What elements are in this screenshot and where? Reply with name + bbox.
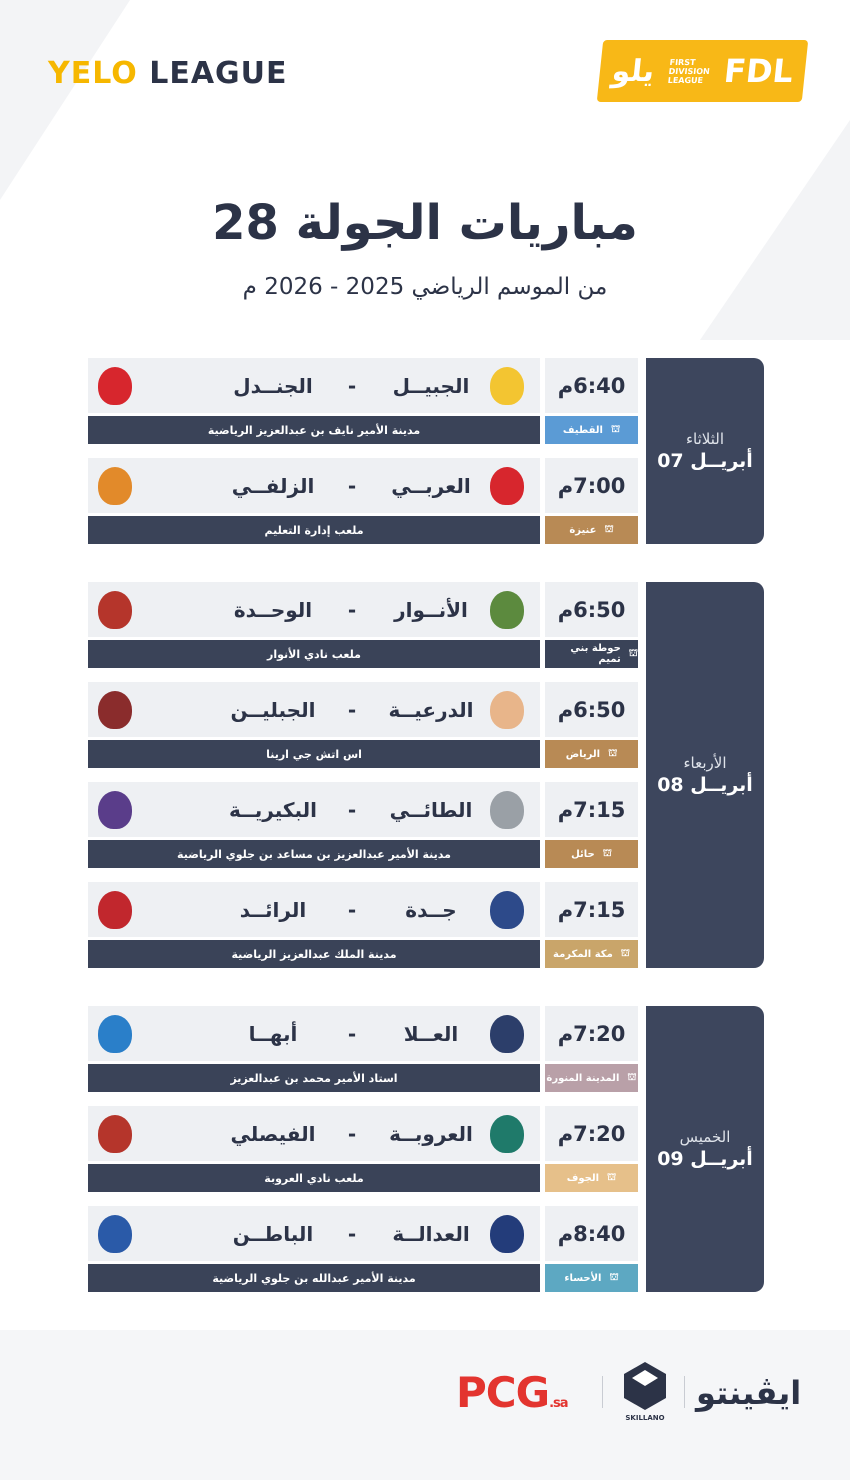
kickoff-time: 7:20م: [545, 1106, 638, 1161]
away-team-name: الجنــدل: [233, 373, 313, 398]
city-name: الجوف: [566, 1172, 600, 1184]
away-team-logo-icon: [98, 1115, 132, 1153]
match-row[interactable]: [88, 358, 638, 444]
day-date: 08 أبريــل: [657, 774, 753, 796]
home-team-name: الجبيــل: [392, 373, 470, 398]
city-name: الأحساء: [564, 1272, 602, 1284]
away-team-logo-icon: [98, 367, 132, 405]
venue-name: ملعب إدارة التعليم: [88, 516, 540, 544]
home-team-name: الطائــي: [389, 797, 473, 822]
stadium-icon: ⛫: [608, 747, 618, 759]
teams-bar: [88, 582, 540, 637]
kickoff-time: 7:00م: [545, 458, 638, 513]
city-badge: [545, 1264, 638, 1292]
kickoff-time: 7:15م: [545, 882, 638, 937]
pcg-logo: PCG.sa: [456, 1368, 568, 1417]
match-row[interactable]: [88, 782, 638, 868]
home-team-name: العدالــة: [392, 1221, 470, 1246]
match-row[interactable]: [88, 458, 638, 544]
teams-bar: [88, 458, 540, 513]
versus-dash: -: [347, 797, 357, 822]
home-team-name: الدرعيــة: [388, 697, 474, 722]
stadium-icon: ⛫: [604, 523, 614, 535]
header: [0, 0, 850, 150]
away-team-name: الجبليــن: [230, 697, 316, 722]
match-row[interactable]: [88, 682, 638, 768]
venue-name: مدينة الأمير نايف بن عبدالعزيز الرياضية: [88, 416, 540, 444]
away-team-logo-icon: [98, 691, 132, 729]
away-team-logo-icon: [98, 591, 132, 629]
city-badge: [545, 516, 638, 544]
home-team-name: جــدة: [405, 897, 457, 922]
teams-bar: [88, 782, 540, 837]
kickoff-time: 8:40م: [545, 1206, 638, 1261]
stadium-icon: ⛫: [620, 947, 630, 959]
match-row[interactable]: [88, 882, 638, 968]
sponsors-bar: [0, 1360, 850, 1430]
home-team-logo-icon: [490, 1215, 524, 1253]
away-team-name: الفيصلي: [230, 1121, 316, 1146]
match-row[interactable]: [88, 1006, 638, 1092]
city-badge: [545, 940, 638, 968]
away-team-name: الرائــد: [239, 897, 307, 922]
city-name: المدينة المنورة: [546, 1072, 620, 1084]
venue-name: مدينة الملك عبدالعزيز الرياضية: [88, 940, 540, 968]
divider: [602, 1376, 603, 1408]
home-team-logo-icon: [490, 367, 524, 405]
stadium-icon: ⛫: [627, 1071, 637, 1083]
away-team-logo-icon: [98, 1215, 132, 1253]
away-team-logo-icon: [98, 891, 132, 929]
badge-code: FDL: [722, 52, 795, 90]
kickoff-time: 7:20م: [545, 1006, 638, 1061]
versus-dash: -: [347, 597, 357, 622]
city-name: الرياض: [565, 748, 601, 760]
city-name: حوطة بني تميم: [570, 643, 621, 665]
day-name: الخميس: [679, 1128, 731, 1146]
svg-text:SKILLANO: SKILLANO: [625, 1414, 665, 1422]
day-name: الأربعاء: [683, 754, 727, 772]
venue-name: مدينة الأمير عبدالله بن جلوي الرياضية: [88, 1264, 540, 1292]
city-badge: [545, 1064, 638, 1092]
home-team-name: العــلا: [403, 1021, 459, 1046]
teams-bar: [88, 882, 540, 937]
away-team-name: الباطــن: [232, 1221, 314, 1246]
home-team-name: العربــي: [391, 473, 471, 498]
city-badge: [545, 840, 638, 868]
versus-dash: -: [347, 373, 357, 398]
day-label: [646, 582, 764, 968]
versus-dash: -: [347, 897, 357, 922]
home-team-name: الأنــوار: [394, 597, 468, 622]
skillano-logo-icon: [620, 1360, 670, 1422]
versus-dash: -: [347, 697, 357, 722]
yelo-league-logo: YELO LEAGUE: [48, 56, 288, 91]
day-date: 07 أبريــل: [657, 450, 753, 472]
badge-arabic: يلو: [610, 53, 657, 89]
home-team-name: العروبــة: [389, 1121, 473, 1146]
venue-name: مدينة الأمير عبدالعزيز بن مساعد بن جلوي الرياضية: [88, 840, 540, 868]
day-label: [646, 1006, 764, 1292]
city-name: القطيف: [562, 424, 603, 436]
match-row[interactable]: [88, 1206, 638, 1292]
away-team-name: البكيريــة: [228, 797, 318, 822]
city-badge: [545, 416, 638, 444]
away-team-logo-icon: [98, 467, 132, 505]
venue-name: استاد الأمير محمد بن عبدالعزيز: [88, 1064, 540, 1092]
day-label: [646, 358, 764, 544]
page-title: مباريات الجولة 28: [212, 195, 638, 251]
away-team-name: أبهــا: [248, 1021, 298, 1046]
stadium-icon: ⛫: [607, 1171, 617, 1183]
versus-dash: -: [347, 1021, 357, 1046]
city-name: حائل: [571, 848, 595, 860]
day-block: [88, 1006, 764, 1292]
stadium-icon: ⛫: [610, 423, 621, 435]
city-name: عنيزة: [569, 524, 597, 536]
home-team-logo-icon: [490, 467, 524, 505]
venue-name: اس اتش جي ارينا: [88, 740, 540, 768]
city-badge: [545, 640, 638, 668]
match-row[interactable]: [88, 1106, 638, 1192]
fdl-badge-logo: [597, 40, 809, 102]
versus-dash: -: [347, 1221, 357, 1246]
versus-dash: -: [347, 1121, 357, 1146]
teams-bar: [88, 1006, 540, 1061]
teams-bar: [88, 1206, 540, 1261]
day-name: الثلاثاء: [685, 430, 724, 448]
stadium-icon: ⛫: [628, 647, 638, 659]
home-team-logo-icon: [490, 691, 524, 729]
day-date: 09 أبريــل: [657, 1148, 753, 1170]
kickoff-time: 6:50م: [545, 582, 638, 637]
evento-logo: ايڤينتو: [696, 1374, 802, 1412]
stadium-icon: ⛫: [609, 1271, 619, 1283]
home-team-logo-icon: [490, 1015, 524, 1053]
home-team-logo-icon: [490, 1115, 524, 1153]
home-team-logo-icon: [490, 791, 524, 829]
page-subtitle: من الموسم الرياضي 2025 - 2026 م: [242, 274, 608, 300]
kickoff-time: 6:40م: [545, 358, 638, 413]
home-team-logo-icon: [490, 591, 524, 629]
home-team-logo-icon: [490, 891, 524, 929]
day-block: [88, 582, 764, 968]
venue-name: ملعب نادي العروبة: [88, 1164, 540, 1192]
away-team-logo-icon: [98, 791, 132, 829]
away-team-name: الوحــدة: [233, 597, 313, 622]
teams-bar: [88, 1106, 540, 1161]
divider: [684, 1376, 685, 1408]
day-block: [88, 358, 764, 544]
venue-name: ملعب نادي الأنوار: [88, 640, 540, 668]
teams-bar: [88, 358, 540, 413]
city-badge: [545, 1164, 638, 1192]
kickoff-time: 6:50م: [545, 682, 638, 737]
city-badge: [545, 740, 638, 768]
versus-dash: -: [347, 473, 357, 498]
city-name: مكة المكرمة: [553, 948, 613, 960]
away-team-logo-icon: [98, 1015, 132, 1053]
teams-bar: [88, 682, 540, 737]
away-team-name: الزلفــي: [231, 473, 315, 498]
kickoff-time: 7:15م: [545, 782, 638, 837]
stadium-icon: ⛫: [602, 847, 612, 859]
match-row[interactable]: [88, 582, 638, 668]
badge-small-text: FIRST DIVISION LEAGUE: [667, 57, 711, 85]
